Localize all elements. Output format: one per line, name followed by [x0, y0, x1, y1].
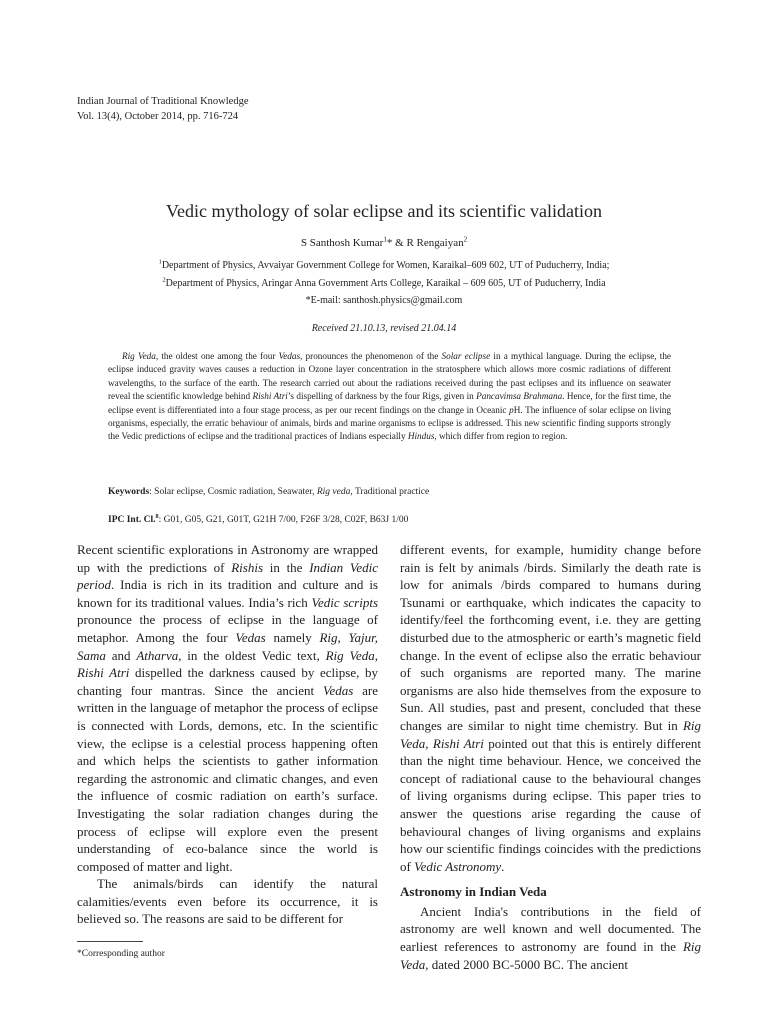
body-paragraph — [400, 541, 701, 875]
abstract-text: Pancavimsa Brahmana — [476, 391, 563, 402]
abstract-text: Solar eclipse — [441, 351, 491, 361]
abstract-text: Rig Veda — [122, 351, 156, 361]
abstract-text: ’s dispelling of darkness by the four Rigs, given in — [287, 391, 477, 402]
body-text: , dated 2000 BC-5000 BC. The ancient — [425, 956, 628, 972]
body-text: Rig Veda — [400, 717, 701, 751]
keywords-text: Rig veda — [316, 487, 351, 497]
body-text: . — [501, 858, 505, 874]
affiliation-2 — [0, 276, 768, 291]
body-column-right — [400, 541, 701, 973]
received-dates: Received 21.10.13, revised 21.04.14 — [311, 323, 457, 334]
body-text: Atharva — [136, 647, 179, 663]
body-text: . India is rich in its tradition and culture and is known for its traditional values. India’s rich — [77, 577, 378, 610]
body-text: Rig Veda, Rishi Atri — [77, 647, 378, 681]
body-paragraph — [400, 903, 701, 973]
journal-volume: Vol. 13(4), October 2014, pp. 716-724 — [77, 111, 239, 122]
abstract-text: , pronounces the phenomenon of the — [300, 351, 442, 361]
body-text: pointed out that this is entirely different than the night time behaviour. Hence, we conceived the concept of radiational cause to the behavioural changes of living organisms during eclipse. This paper tries to answer the questions arise regarding the cause of behavioural changes of living organisms and explains how our scientific findings coincides with the predictions of — [400, 735, 702, 874]
body-text: Recent scientific explorations in Astronomy are wrapped up with the predictions of — [77, 542, 378, 575]
keywords-label: Keywords — [108, 487, 150, 497]
abstract-text: p — [509, 404, 514, 415]
body-text: namely — [265, 629, 320, 645]
body-text: pronounce the process of eclipse in the language of metaphor. Among the four — [77, 612, 378, 645]
body-text: , in the oldest Vedic text, — [178, 647, 326, 663]
body-text: Vedic Astronomy — [414, 858, 502, 874]
body-text: Rig Veda — [400, 939, 701, 972]
body-text: dispelled the darkness caused by eclipse, by chanting four mantras. Since the ancient — [77, 665, 378, 698]
author-2: * & R Rengaiyan — [386, 237, 464, 249]
body-text: different events, for example, humidity change before rain is felt by animals /birds. Similarly the death rate is low for animals /birds compared to humans during Tsunami or earthquake, which indicates the capacity to identify/feel the forthcoming event, i.e. they are getting disturbed due to the atmospheric or earth’s magnetic field change. In the event of eclipse also the erratic behaviour of such organisms are reported many. The marine organisms are also hide themselves from the exposure to Sun. All studies, past and present, concluded that these changes are similar to night time chemistry. But in — [400, 542, 701, 733]
body-text: Vedic scripts — [311, 594, 379, 610]
affiliation-2-text: Department of Physics, Aringar Anna Government Arts College, Karaikal – 609 605, UT of Puducherry, India — [165, 278, 606, 289]
author-email: *E-mail: santhosh.physics@gmail.com — [305, 295, 463, 306]
abstract — [108, 350, 671, 444]
author-line — [0, 237, 768, 249]
ipc-classification — [108, 515, 671, 525]
keywords — [108, 487, 671, 497]
body-text: , — [425, 735, 433, 751]
body-text: Vedas — [322, 682, 354, 698]
abstract-text: , the oldest one among the four — [155, 351, 279, 361]
body-text: Rig, Yajur, Sama — [77, 629, 379, 663]
journal-name: Indian Journal of Traditional Knowledge — [77, 96, 249, 107]
footnote: *Corresponding author — [77, 949, 165, 959]
body-paragraph — [77, 541, 378, 875]
body-text: in the — [263, 559, 310, 575]
abstract-text: . Hence, for the first time, the eclipse event is differentiated into a four stage process, as per our recent findings on the change in Oceanic — [108, 391, 671, 415]
abstract-text: Hindus, — [407, 431, 437, 442]
author-1: S Santhosh Kumar — [300, 237, 384, 249]
body-column-left — [77, 541, 378, 928]
ipc-sup: 8 — [155, 513, 159, 520]
body-text: Ancient India's contributions in the field of astronomy are well known and well documented. The earliest references to astronomy are found in the — [400, 903, 701, 955]
ipc-codes: : G01, G05, G21, G01T, G21H 7/00, F26F 3/28, C02F, B63J 1/00 — [158, 515, 409, 525]
abstract-text: in a mythical language. During the eclipse, the eclipse induced gravity waves causes a reduction in Ozone layer concentration in the stratosphere which allows more cosmic radiations of different wavelengths, to the surface of the earth. The research carried out about the radiations received during the past eclipses and its influence on seawater reveal the scientific knowledge behind — [108, 351, 671, 402]
journal-header — [77, 94, 248, 124]
body-text: Rishi Atri — [432, 735, 484, 751]
affiliation-2-sup: 2 — [162, 276, 166, 284]
ipc-label: IPC Int. Cl. — [108, 515, 156, 525]
body-text: Indian Vedic period — [77, 559, 379, 593]
affiliation-1-sup: 1 — [158, 258, 162, 266]
body-paragraph: The animals/birds can identify the natural calamities/events even before its occurrence, it is believed so. The reasons are said to be different for — [77, 876, 378, 927]
body-text: Rishis — [231, 559, 264, 575]
author-2-sup: 2 — [463, 235, 468, 244]
section-heading: Astronomy in Indian Veda — [400, 884, 547, 900]
footnote-divider — [77, 941, 143, 942]
keywords-text: : Solar eclipse, Cosmic radiation, Seawater, — [149, 487, 317, 497]
body-text: and — [105, 647, 137, 663]
body-text: are written in the language of metaphor the process of eclipse is connected with Lords, demons, etc. In the scientific view, the eclipse is a celestial process happening often and which helps the scientists to gather information regarding the astronomic and climatic changes, and even the influence of cosmic radiation on earth’s surface. Investigating the solar radiation changes during the process of eclipse will explore even the present understanding of eco-balance since the world is composed of matter and light. — [77, 682, 379, 874]
abstract-text: Vedas — [278, 351, 301, 361]
body-text: Vedas — [235, 629, 266, 645]
abstract-text: Rishi Atri — [252, 391, 288, 402]
author-1-sup: 1 — [383, 235, 387, 244]
paper-title: Vedic mythology of solar eclipse and its scientific validation — [166, 201, 602, 221]
affiliation-1 — [0, 258, 768, 273]
keywords-text: , Traditional practice — [350, 487, 430, 497]
abstract-text: which differ from region to region. — [436, 431, 568, 442]
abstract-text: H. The influence of solar eclipse on living organisms, especially, the erratic behaviour of animals, birds and marine organisms to eclipse is addressed. This new scientific finding supports strongly the Vedic predictions of eclipse and the traditional practices of Indians especially — [108, 404, 671, 442]
affiliation-1-text: Department of Physics, Avvaiyar Government College for Women, Karaikal–609 602, UT of Puducherry, India; — [161, 260, 610, 271]
